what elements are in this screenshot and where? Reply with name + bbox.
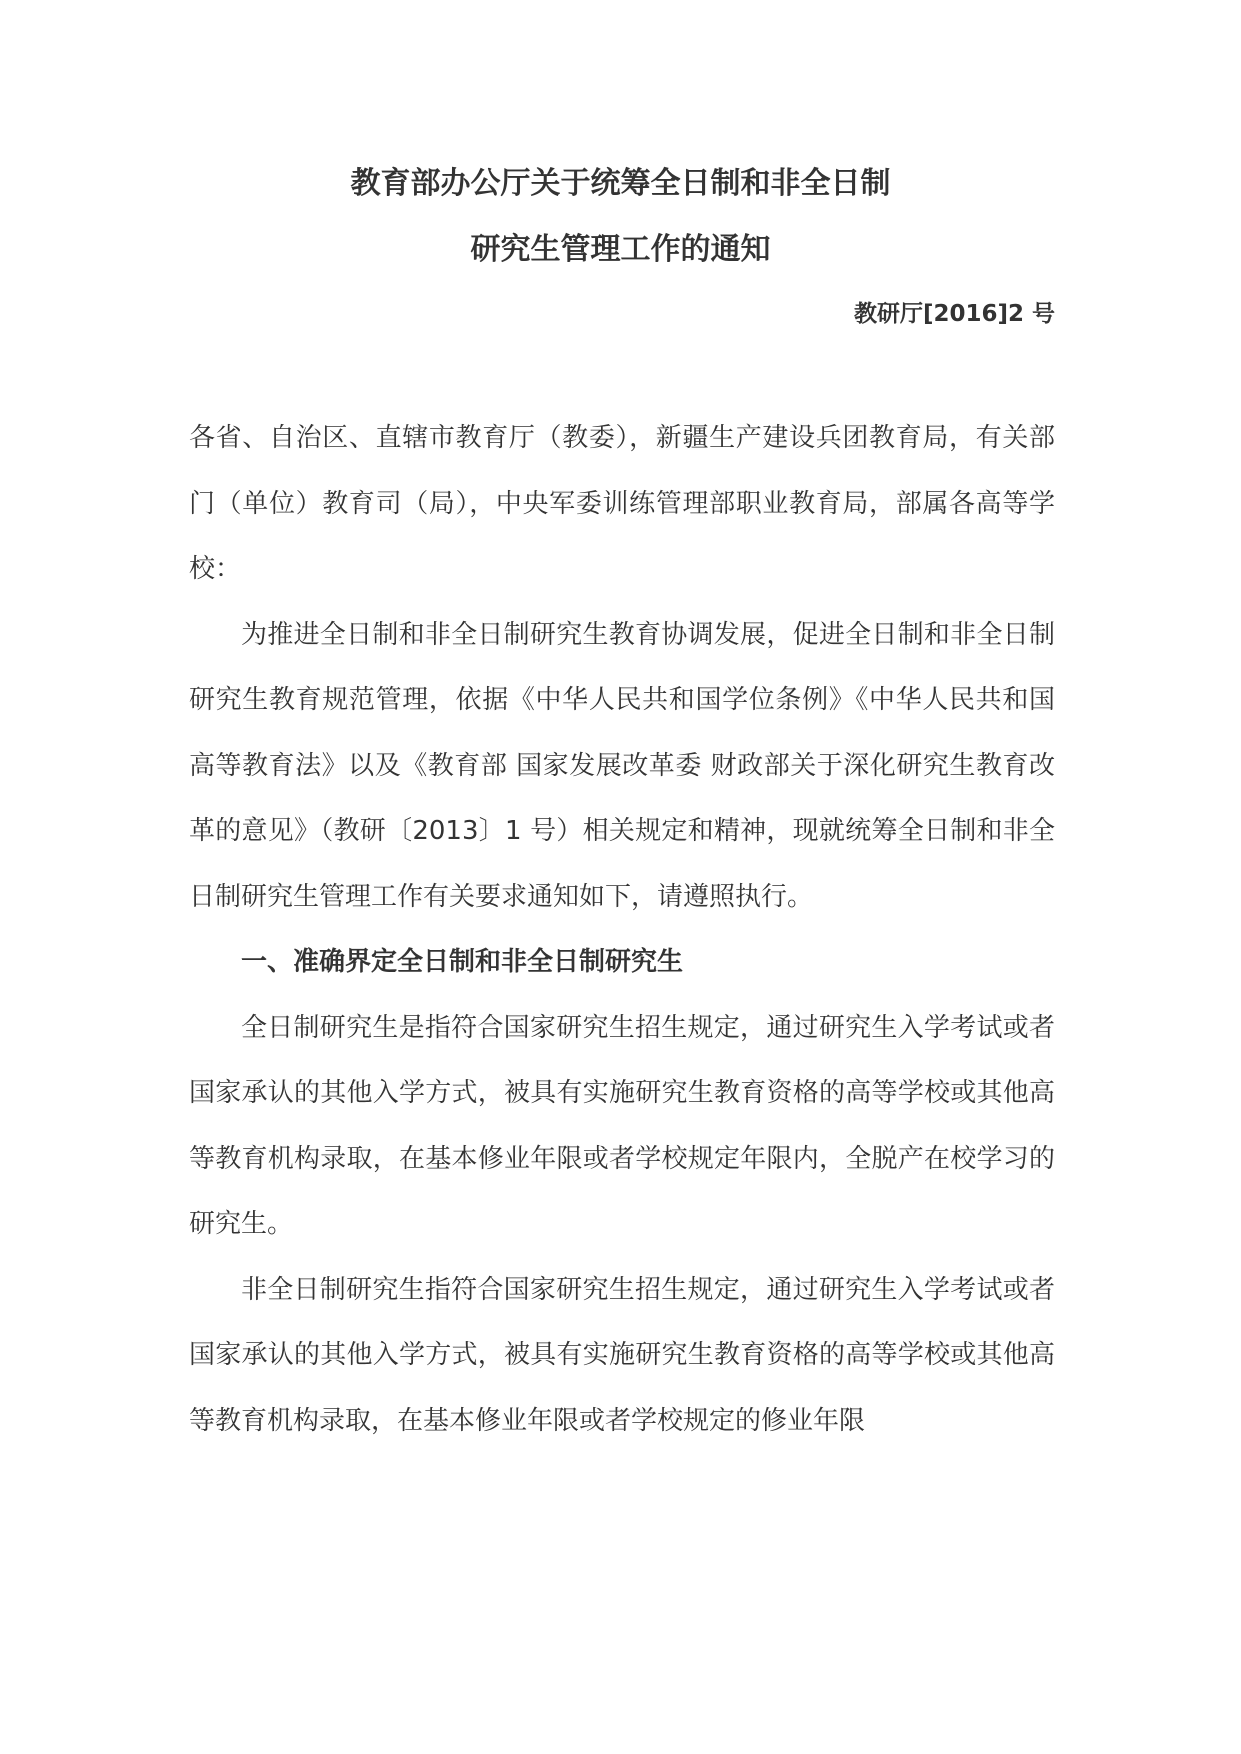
document-title-line2: 研究生管理工作的通知 [470, 232, 771, 267]
document-body [189, 406, 1055, 1454]
paragraph-parttime: 非全日制研究生指符合国家研究生招生规定，通过研究生入学考试或者国家承认的其他入学方式，被具有实施研究生教育资格的高等学校或其他高等教育机构录取，在基本修业年限或者学校规定的修业年限 [189, 1274, 1055, 1436]
paragraph-fulltime: 全日制研究生是指符合国家研究生招生规定，通过研究生入学考试或者国家承认的其他入学方式，被具有实施研究生教育资格的高等学校或其他高等教育机构录取，在基本修业年限或者学校规定年限内，全脱产在校学习的研究生。 [189, 1012, 1055, 1239]
document-title-line1: 教育部办公厅关于统筹全日制和非全日制 [350, 166, 891, 201]
document-number: 教研厅[2016]2 号 [853, 301, 1055, 327]
addressee: 各省、自治区、直辖市教育厅（教委），新疆生产建设兵团教育局，有关部门（单位）教育司（局），中央军委训练管理部职业教育局，部属各高等学校： [189, 423, 1055, 584]
section-heading: 一、准确界定全日制和非全日制研究生 [241, 947, 684, 977]
paragraph-intro: 为推进全日制和非全日制研究生教育协调发展，促进全日制和非全日制研究生教育规范管理，依据《中华人民共和国学位条例》《中华人民共和国高等教育法》以及《教育部 国家发展改革委 财政部关于深化研究生教育改革的意见》（教研〔2013〕1 号）相关规定和精神，现就统筹全日制和非全日制研究生管理工作有关要求通知如下，请遵照执行。 [189, 619, 1055, 912]
